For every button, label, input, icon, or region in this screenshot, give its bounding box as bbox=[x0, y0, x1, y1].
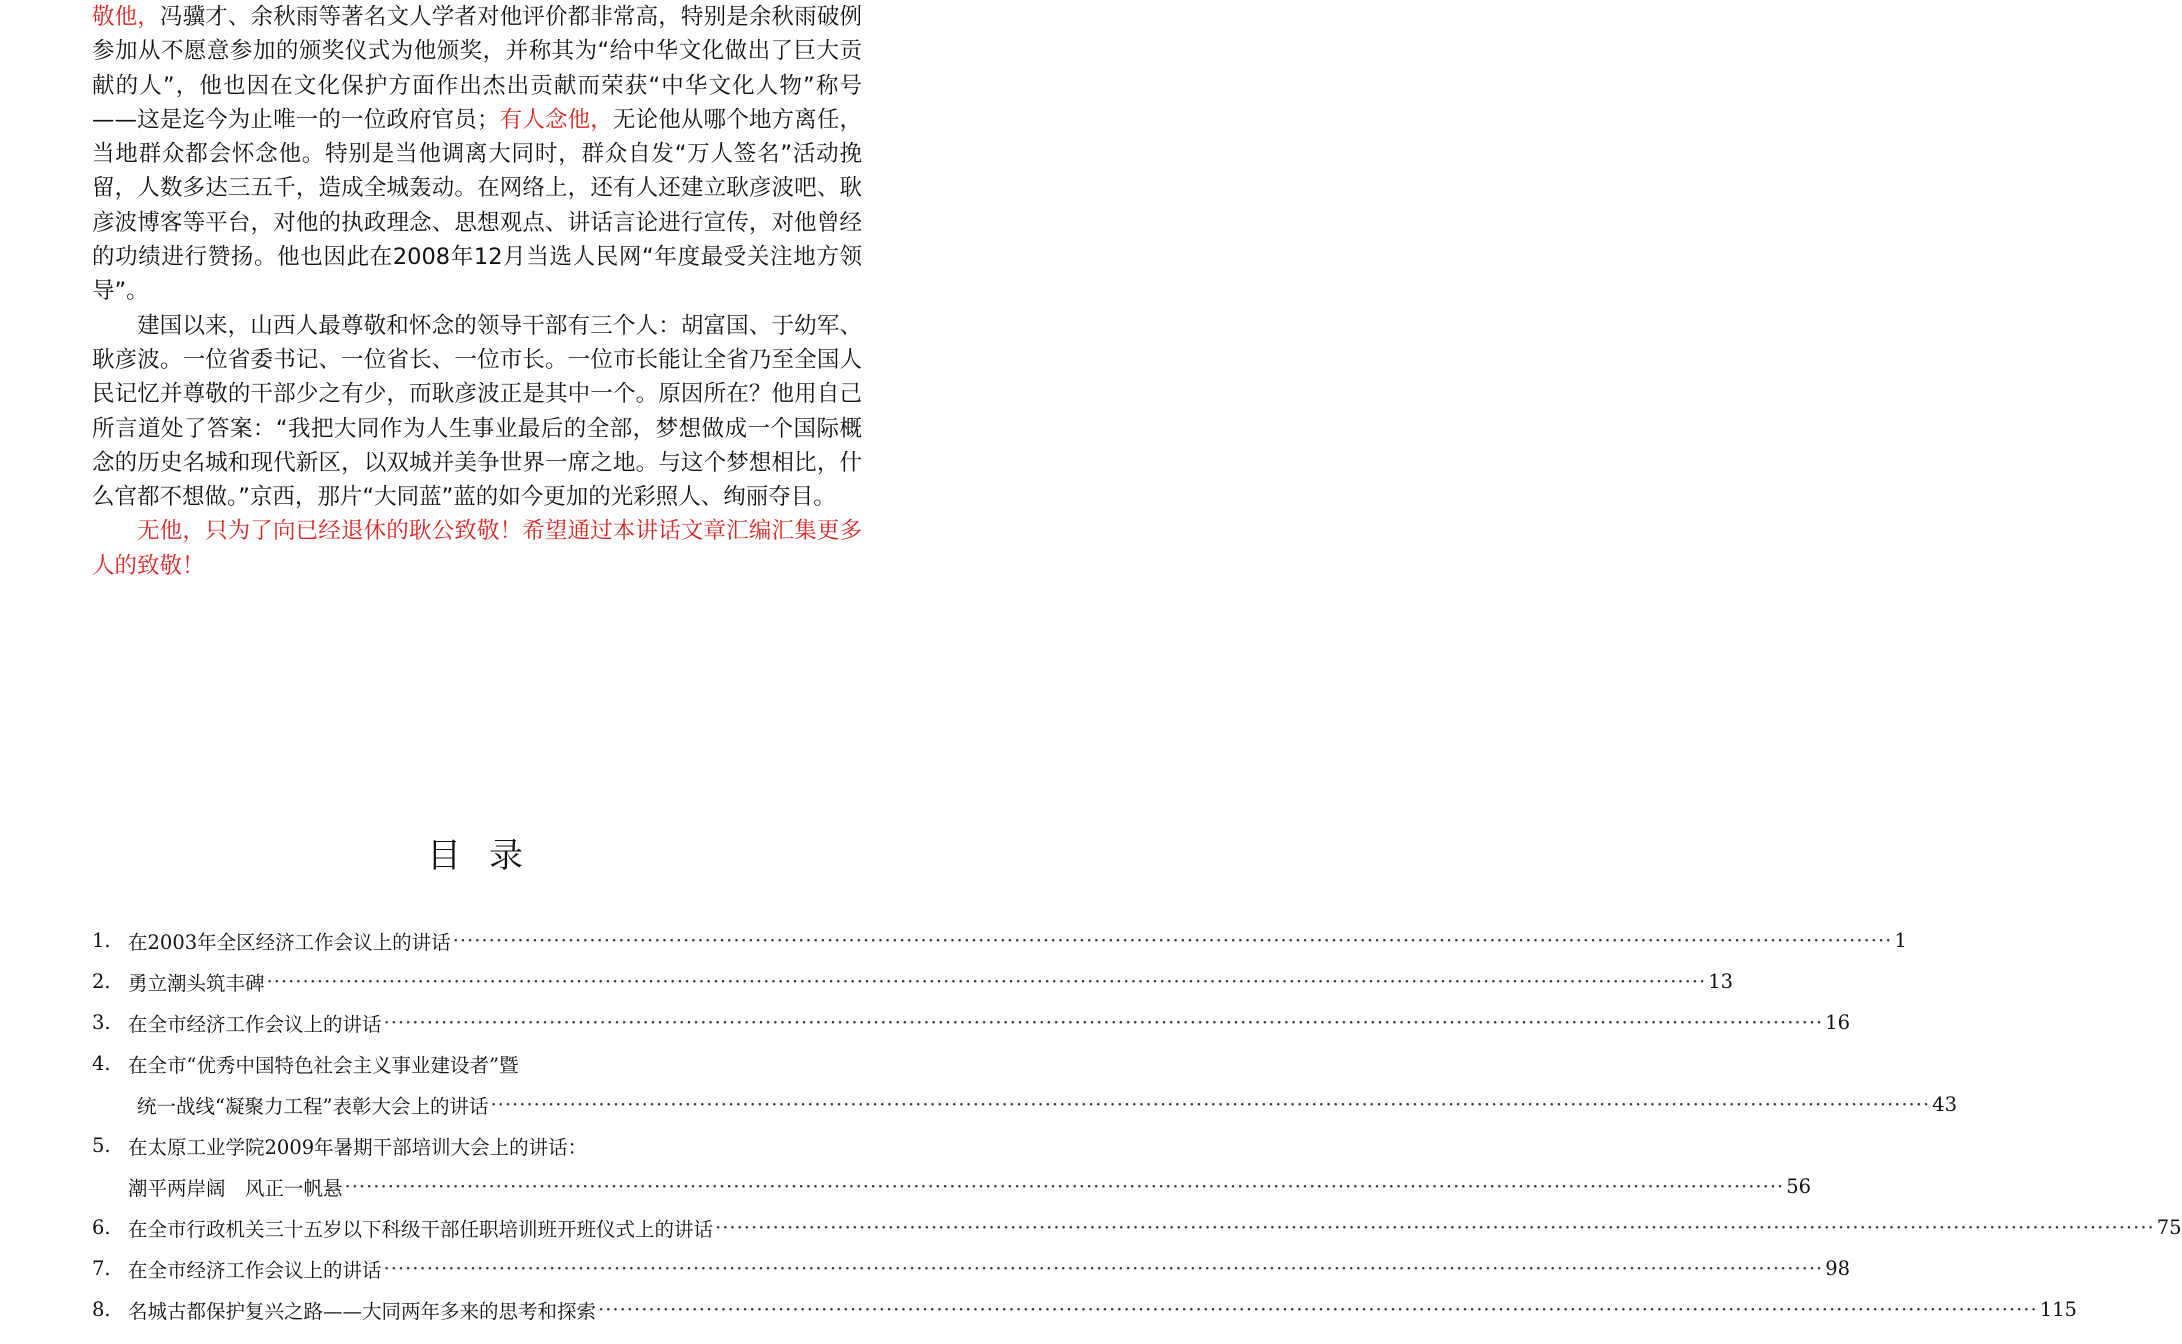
toc-item-title: 名城古都保护复兴之路——大同两年多来的思考和探索 bbox=[128, 1299, 597, 1323]
toc-item-page: 115 bbox=[2039, 1298, 2077, 1321]
paragraph-2: 建国以来，山西人最尊敬和怀念的领导干部有三个人：胡富国、于幼军、耿彦波。一位省委书记、一位省长、一位市长。一位市长能让全省乃至全国人民记忆并尊敬的干部少之有少，而耿彦波正是其中一个。原因所在？他用自己所言道处了答案：“我把大同作为人生事业最后的全部，梦想做成一个国际概念的历史名城和现代新区，以双城并美争世界一席之地。与这个梦想相比，什么官都不想做。”京西，那片“大同蓝”蓝的如今更加的光彩照人、绚丽夺目。 bbox=[92, 312, 862, 511]
toc-item-7[interactable] bbox=[92, 1248, 1851, 1289]
toc-leader-dots: ········································································································································································································ bbox=[266, 970, 1707, 993]
toc-leader-dots: ········································································································································································································ bbox=[383, 1011, 1824, 1034]
toc-item-number: 6. bbox=[92, 1216, 111, 1239]
toc-item-page: 13 bbox=[1708, 970, 1734, 993]
toc-item-number: 7. bbox=[92, 1257, 111, 1280]
toc-item-6[interactable] bbox=[92, 1207, 2182, 1248]
toc-item-page: 75 bbox=[2156, 1216, 2182, 1239]
toc-item-2[interactable] bbox=[92, 961, 1734, 1002]
toc-item-title-continued: 潮平两岸阔 风正一帆悬 bbox=[128, 1176, 343, 1200]
toc-item-4[interactable] bbox=[92, 1043, 862, 1084]
paragraph-1 bbox=[92, 0, 862, 309]
toc-item-title: 在太原工业学院2009年暑期干部培训大会上的讲话： bbox=[128, 1135, 588, 1159]
toc-item-5[interactable] bbox=[92, 1125, 862, 1166]
toc-item-number: 5. bbox=[92, 1134, 111, 1157]
toc-item-title: 在全市行政机关三十五岁以下科级干部任职培训班开班仪式上的讲话 bbox=[128, 1217, 714, 1241]
toc-leader-dots: ········································································································································································································ bbox=[452, 929, 1893, 952]
toc-item-title-continued: 统一战线“凝聚力工程”表彰大会上的讲话 bbox=[137, 1094, 489, 1118]
toc-item-number: 4. bbox=[92, 1052, 111, 1075]
toc-item-title: 在全市“优秀中国特色社会主义事业建设者”暨 bbox=[128, 1053, 519, 1077]
preface-text bbox=[92, 0, 862, 583]
toc-item-page: 43 bbox=[1932, 1093, 1957, 1116]
toc-item-page: 16 bbox=[1825, 1011, 1851, 1034]
toc-item-page: 98 bbox=[1825, 1257, 1851, 1280]
toc-item-number: 1. bbox=[92, 929, 111, 952]
toc-item-number: 2. bbox=[92, 970, 111, 993]
red-phrase-miss: 有人念他， bbox=[499, 106, 613, 133]
toc-leader-dots: ········································································································································································································ bbox=[383, 1257, 1824, 1280]
toc-leader-dots: ········································································································································································································ bbox=[490, 1093, 1931, 1116]
toc-item-title: 在全市经济工作会议上的讲话 bbox=[128, 1012, 382, 1036]
toc-item-title: 勇立潮头筑丰碑 bbox=[128, 971, 265, 995]
toc-item-3[interactable] bbox=[92, 1002, 1851, 1043]
toc-leader-dots: ········································································································································································································ bbox=[344, 1175, 1785, 1198]
toc-item-page: 1 bbox=[1894, 929, 1907, 952]
paragraph-3-red: 无他，只为了向已经退休的耿公致敬！希望通过本讲话文章汇编汇集更多人的致敬！ bbox=[92, 518, 862, 579]
toc-item-number: 3. bbox=[92, 1011, 111, 1034]
paragraph-1-text-a: 冯骥才、余秋雨等著名文人学者对他评价都非常高，特别是余秋雨破例参加从不愿意参加的颁奖仪式为他颁奖，并称其为“给中华文化做出了巨大贡献的人”，他也因在文化保护方面作出杰出贡献而荣获“中华文化人物”称号——这是迄今为止唯一的一位政府官员； bbox=[92, 4, 862, 133]
table-of-contents bbox=[92, 920, 2182, 1330]
toc-item-4-continued[interactable] bbox=[92, 1084, 1957, 1125]
toc-item-title: 在2003年全区经济工作会议上的讲话 bbox=[128, 930, 451, 954]
toc-item-page: 56 bbox=[1786, 1175, 1812, 1198]
red-phrase-respect: 敬他， bbox=[92, 4, 160, 30]
toc-item-number: 8. bbox=[92, 1298, 111, 1321]
paragraph-1-text-b: 无论他从哪个地方离任，当地群众都会怀念他。特别是当他调离大同时，群众自发“万人签名”活动挽留，人数多达三五千，造成全城轰动。在网络上，还有人还建立耿彦波吧、耿彦波博客等平台，对他的执政理念、思想观点、讲话言论进行宣传，对他曾经的功绩进行赞扬。他也因此在2008年12月当选人民网“年度最受关注地方领导”。 bbox=[92, 106, 862, 305]
toc-item-5-continued[interactable] bbox=[92, 1166, 1812, 1207]
toc-item-1[interactable] bbox=[92, 920, 1907, 961]
toc-leader-dots: ········································································································································································································ bbox=[598, 1298, 2038, 1321]
toc-item-title: 在全市经济工作会议上的讲话 bbox=[128, 1258, 382, 1282]
toc-title: 目录 bbox=[427, 836, 551, 876]
toc-leader-dots: ········································································································································································································ bbox=[715, 1216, 2155, 1239]
toc-item-8[interactable] bbox=[92, 1289, 2077, 1330]
